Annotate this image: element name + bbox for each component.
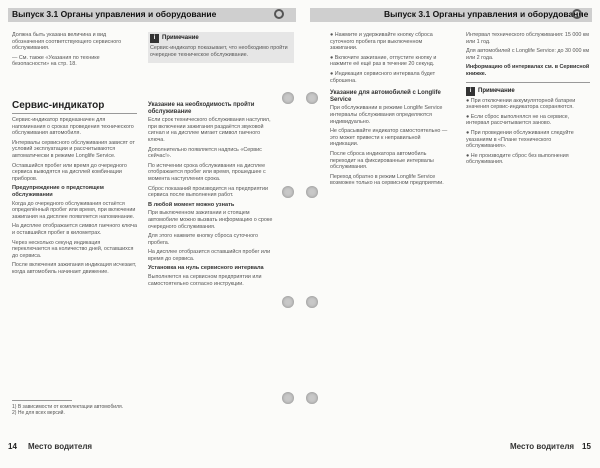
bullet-item: ● Нажмите и удерживайте кнопку сброса суточного пробега при выключенном зажигании. bbox=[330, 32, 433, 52]
intro-column bbox=[12, 32, 134, 71]
paragraph: Дополнительно появляется надпись «Сервис сейчас!». bbox=[148, 146, 262, 160]
paragraph: Оставшийся пробег или время до очередного сервиса выводятся на дисплей комбинации приборов. bbox=[12, 162, 127, 182]
subheading: Предупреждение о предстоящем обслуживании bbox=[12, 185, 104, 198]
divider bbox=[466, 82, 590, 83]
binder-hole bbox=[306, 296, 318, 308]
note-title: Примечание bbox=[478, 87, 515, 94]
bullet-item: ● При проведении обслуживания следуйте указаниям в «Плане технического обслуживания». bbox=[466, 129, 574, 150]
paragraph: Интервалы сервисного обслуживания зависят от условий эксплуатации и рассчитываются автоматически в режиме Longlife Service. bbox=[12, 139, 135, 159]
left-column-1 bbox=[12, 117, 137, 278]
section-title: Выпуск 3.1 Органы управления и оборудование bbox=[12, 9, 217, 19]
binder-hole bbox=[306, 392, 318, 404]
intro-text: — См. также «Указания по технике безопасности» на стр. 18. bbox=[12, 54, 100, 68]
intro-text: Должна быть указана величина и вид обозначения соответствующего сервисного обслуживания. bbox=[12, 32, 122, 52]
paragraph: Если срок технического обслуживания наступил, при включении зажигания раздаётся звуковой сигнал и на дисплее мигает символ гаечного ключа. bbox=[148, 117, 271, 143]
subheading: В любой момент можно узнать bbox=[148, 201, 235, 208]
binder-hole bbox=[282, 392, 294, 404]
right-column-2 bbox=[466, 32, 590, 169]
paragraph: После сброса индикатора автомобиль переходит на фиксированные интервалы обслуживания. bbox=[330, 150, 434, 171]
binder-hole bbox=[306, 92, 318, 104]
subheading: Установка на нуль сервисного интервала bbox=[148, 265, 264, 272]
note-box bbox=[148, 32, 294, 63]
binder-hole bbox=[282, 92, 294, 104]
heading-rule bbox=[12, 113, 137, 114]
binder-hole bbox=[282, 296, 294, 308]
right-column-1 bbox=[330, 32, 450, 190]
paragraph: Интервал технического обслуживания: 15 000 км или 1 год. bbox=[466, 32, 589, 45]
paragraph: Выполняется на сервисном предприятии или самостоятельно согласно инструкции. bbox=[148, 274, 262, 287]
footer-title: Место водителя bbox=[510, 442, 575, 451]
paragraph: При выключенном зажигании и стоящем автомобиле можно вызвать информацию о сроке очередного обслуживания. bbox=[148, 210, 273, 230]
info-icon: i bbox=[466, 87, 475, 96]
paragraph: Не сбрасывайте индикатор самостоятельно — это может привести к неправильной индикации. bbox=[330, 128, 448, 148]
paragraph: Для автомобилей с Longlife Service: до 30 000 км или 2 года. bbox=[466, 48, 590, 61]
footnote: 1) В зависимости от комплектации автомобиля. bbox=[12, 404, 124, 410]
paragraph: Для этого нажмите кнопку сброса суточного пробега. bbox=[148, 233, 258, 246]
link-text[interactable]: Информацию об интервалах см. в Сервисной книжке. bbox=[466, 64, 590, 77]
bullet-item: ● Индикация сервисного интервала будет сброшена. bbox=[330, 70, 436, 84]
bullet-item: ● Если сброс выполнялся не на сервисе, интервал рассчитывается заново. bbox=[466, 113, 570, 127]
bullet-item: ● Не производите сброс без выполнения обслуживания. bbox=[466, 152, 569, 166]
footnote-rule bbox=[12, 400, 72, 401]
note-title: Примечание bbox=[162, 35, 199, 42]
paragraph: Сервис-индикатор предназначен для напоминания о сроках проведения технического обслуживания автомобиля. bbox=[12, 117, 134, 137]
footer-title: Место водителя bbox=[28, 442, 93, 451]
paragraph: По истечении срока обслуживания на дисплее отображается пробег или время, прошедшее с момента наступления срока. bbox=[148, 162, 266, 182]
page-heading: Сервис-индикатор bbox=[12, 100, 105, 111]
paragraph: На дисплее отображается символ гаечного ключа и оставшийся пробег в километрах. bbox=[12, 223, 137, 236]
paragraph: Когда до очередного обслуживания остаётся определённый пробег или время, при включении зажигания на дисплее появляется напоминание. bbox=[12, 200, 136, 220]
paragraph: Переход обратно в режим Longlife Service возможен только на сервисном предприятии. bbox=[330, 173, 444, 187]
section-title: Выпуск 3.1 Органы управления и оборудование bbox=[384, 9, 589, 19]
paragraph: После включения зажигания индикация исчезает, когда автомобиль начинает движение. bbox=[12, 262, 137, 275]
steering-wheel-icon bbox=[572, 9, 582, 19]
subheading: Указание для автомобилей с Longlife Service bbox=[330, 90, 441, 103]
paragraph: На дисплее отобразится оставшийся пробег или время до сервиса. bbox=[148, 249, 271, 262]
note-text: Сервис-индикатор показывает, что необходимо пройти очередное техническое обслуживание. bbox=[150, 45, 288, 58]
binder-hole bbox=[282, 186, 294, 198]
page-number: 15 bbox=[582, 442, 591, 451]
footnote: 2) Не для всех версий. bbox=[12, 410, 65, 417]
bullet-item: ● Включите зажигание, отпустите кнопку и нажмите её ещё раз в течение 20 секунд. bbox=[330, 54, 437, 68]
bullet-item: ● При отключении аккумуляторной батареи значения сервис-индикатора сохраняются. bbox=[466, 97, 576, 111]
binder-hole bbox=[306, 186, 318, 198]
right-page bbox=[300, 0, 600, 468]
left-column-2 bbox=[148, 100, 276, 290]
paragraph: При обслуживании в режиме Longlife Service интервалы обслуживания определяются индивидуально. bbox=[330, 105, 443, 125]
paragraph: Сброс показаний производится на предприятии сервиса после выполнения работ. bbox=[148, 185, 268, 199]
info-icon: i bbox=[150, 34, 159, 43]
subheading: Указание на необходимость пройти обслуживание bbox=[148, 102, 255, 115]
footnotes bbox=[12, 404, 142, 416]
page-number: 14 bbox=[8, 442, 17, 451]
paragraph: Через несколько секунд индикация переключается на количество дней, оставшихся до сервиса. bbox=[12, 239, 134, 259]
steering-wheel-icon bbox=[274, 9, 284, 19]
